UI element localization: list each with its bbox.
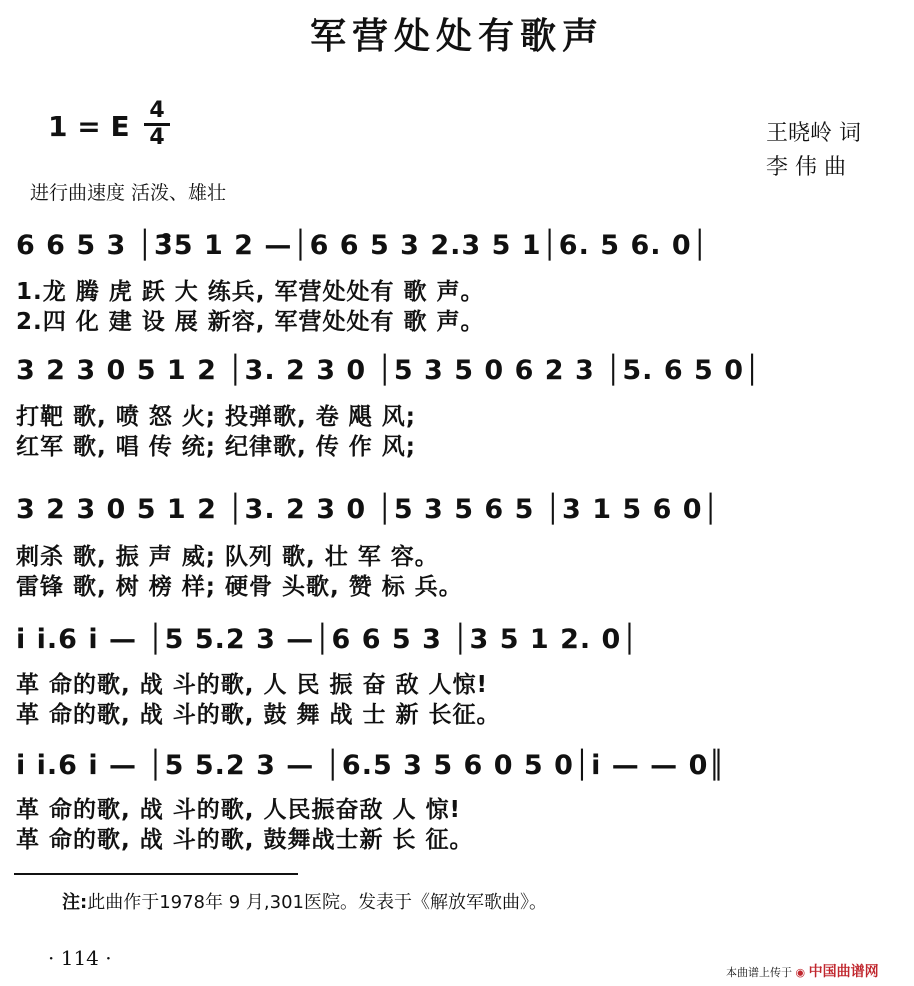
lyric-line-2-verse-2: 红军 歌, 唱 传 统; 纪律歌, 传 作 风; [16, 434, 416, 460]
notation-line-1: 6 6 5 3 │3̑5 1 2 —│6 6 5 3 2.3 5 1│6. 5 6. 0│ [16, 230, 709, 261]
tempo-marking: 进行曲速度 活泼、雄壮 [30, 182, 227, 204]
lyric-line-5-verse-1: 革 命的歌, 战 斗的歌, 人民振奋敌 人 惊! [16, 797, 462, 823]
lyric-line-2-verse-1: 打靶 歌, 喷 怒 火; 投弹歌, 卷 飓 风; [16, 404, 416, 430]
footnote-label: 注: [62, 892, 88, 913]
watermark-prefix: 本曲谱上传于 [726, 966, 792, 979]
lyric-line-1-verse-1: 1.龙 腾 虎 跃 大 练兵, 军营处处有 歌 声。 [16, 279, 485, 305]
lyric-line-3-verse-1: 刺杀 歌, 振 声 威; 队列 歌, 壮 军 容。 [16, 544, 439, 570]
watermark-site: 中国曲谱网 [808, 964, 879, 980]
notation-line-3: 3 2 3 0 5 1 2 │3. 2 3 0 │5 3 5 6 5 │3 1 5 6 0│ [16, 494, 720, 525]
time-numerator: 4 [149, 98, 165, 123]
notation-line-4: i i.6 i — │5 5.2 3 —│6 6 5 3 │3 5 1 2. 0│ [16, 624, 639, 655]
song-title: 军营处处有歌声 [309, 16, 604, 57]
key-signature: 1 = E [48, 110, 130, 143]
lyric-line-5-verse-2: 革 命的歌, 战 斗的歌, 鼓舞战士新 长 征。 [16, 827, 474, 853]
lyric-line-1-verse-2: 2.四 化 建 设 展 新容, 军营处处有 歌 声。 [16, 309, 485, 335]
notation-line-5: i i.6 i — │5 5.2 3 — │6.5 3 5 6 0 5 0│i — — 0║ [16, 750, 726, 781]
lyric-line-4-verse-1: 革 命的歌, 战 斗的歌, 人 民 振 奋 敌 人惊! [16, 672, 489, 698]
watermark [726, 961, 879, 981]
lyricist-credit: 王晓岭 词 [766, 121, 861, 146]
page-number: · 114 · [48, 946, 112, 970]
lyric-line-4-verse-2: 革 命的歌, 战 斗的歌, 鼓 舞 战 士 新 长征。 [16, 702, 501, 728]
lyric-line-3-verse-2: 雷锋 歌, 树 榜 样; 硬骨 头歌, 赞 标 兵。 [16, 574, 463, 600]
composer-credit: 李 伟 曲 [766, 155, 846, 180]
notation-line-2: 3 2 3 0 5 1 2 │3. 2 3 0 │5 3 5 0 6 2 3 │5. 6 5 0│ [16, 355, 762, 386]
footnote [62, 888, 547, 914]
time-signature [144, 100, 170, 149]
footnote-divider [14, 873, 298, 875]
footnote-text: 此曲作于1978年 9 月,301医院。发表于《解放军歌曲》。 [87, 892, 547, 913]
site-logo-icon: ◉ [795, 966, 806, 979]
time-denominator: 4 [149, 125, 165, 150]
